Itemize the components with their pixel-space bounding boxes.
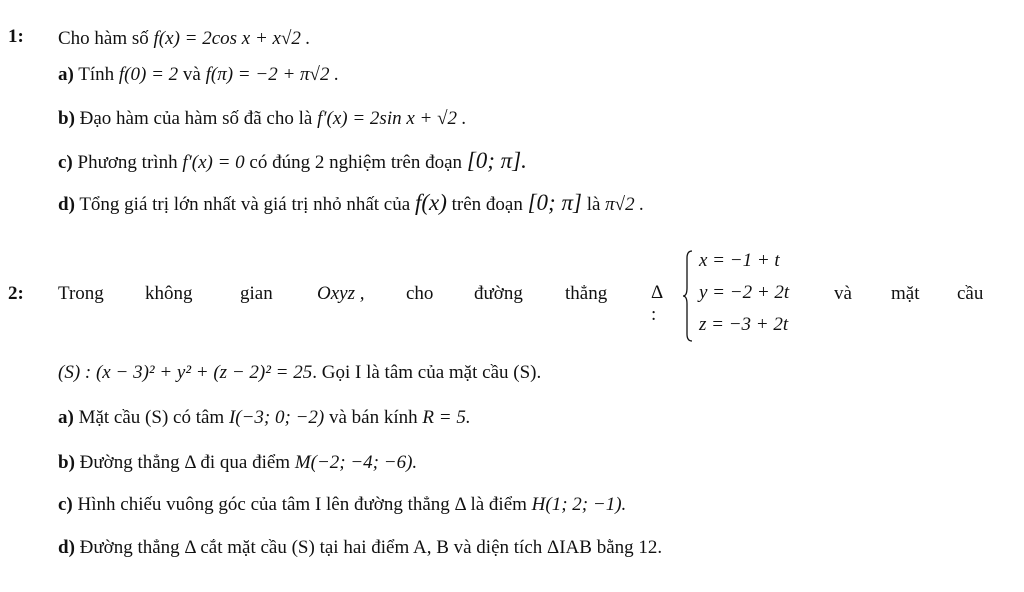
q1-statement-c bbox=[58, 148, 527, 176]
q2-c-text: Hình chiếu vuông góc của tâm I lên đường thẳng Δ là điểm bbox=[77, 494, 527, 515]
q2-b-math: M(−2; −4; −6). bbox=[294, 452, 418, 473]
sphere-equation: (S) : (x − 3)² + y² + (z − 2)² = 25 bbox=[58, 362, 313, 383]
question-1-stem bbox=[58, 26, 310, 52]
q1-c-math1: f′(x) = 0 bbox=[182, 152, 245, 173]
q2-word-thang: thẳng bbox=[565, 283, 608, 304]
q1-a-text1: Tính bbox=[78, 64, 115, 85]
q1-a-math2: f(π) = −2 + π√2 . bbox=[205, 64, 339, 85]
q1-statement-d bbox=[58, 190, 644, 218]
q1-d-text1: Tổng giá trị lớn nhất và giá trị nhỏ nhất của bbox=[79, 194, 411, 215]
q1-c-math2: [0; π]. bbox=[466, 148, 527, 173]
q2-statement-c bbox=[58, 492, 626, 518]
q2-c-math: H(1; 2; −1). bbox=[531, 494, 627, 515]
q2-word-va: và bbox=[834, 283, 852, 304]
q1-d-math1: f(x) bbox=[414, 190, 447, 215]
q2-word-gian: gian bbox=[240, 283, 273, 304]
q2-b-label: b) bbox=[58, 452, 75, 473]
q1-statement-b bbox=[58, 106, 467, 132]
q1-d-math2: [0; π] bbox=[527, 190, 582, 215]
q1-d-text3: là bbox=[586, 194, 601, 215]
q1-a-text2: và bbox=[182, 64, 201, 85]
equation-x: x = −1 + t bbox=[699, 250, 780, 271]
q2-word-khong: không bbox=[145, 283, 193, 304]
q1-c-label: c) bbox=[58, 152, 73, 173]
q1-b-label: b) bbox=[58, 108, 75, 129]
q1-function-formula: f(x) = 2cos x + x√2 . bbox=[153, 28, 311, 49]
q1-a-math1: f(0) = 2 bbox=[118, 64, 179, 85]
q2-word-trong: Trong bbox=[58, 283, 104, 304]
q1-b-text: Đạo hàm của hàm số đã cho là bbox=[79, 108, 313, 129]
delta-label: Δ : bbox=[651, 282, 663, 325]
q1-d-text2: trên đoạn bbox=[451, 194, 523, 215]
q2-statement-a bbox=[58, 405, 471, 431]
q2-word-mat: mặt bbox=[891, 283, 920, 304]
q2-a-text2: và bán kính bbox=[328, 407, 418, 428]
q1-intro-text: Cho hàm số bbox=[58, 28, 149, 49]
q2-d-text: Đường thẳng Δ cắt mặt cầu (S) tại hai điểm A, B và diện tích ΔIAB bằng 12. bbox=[79, 537, 663, 558]
equation-z: z = −3 + 2t bbox=[699, 314, 789, 335]
q1-d-math3: π√2 . bbox=[605, 194, 645, 215]
q2-a-math: I(−3; 0; −2) bbox=[228, 407, 325, 428]
q2-b-text: Đường thẳng Δ đi qua điểm bbox=[79, 452, 291, 473]
q2-word-duong: đường bbox=[474, 283, 523, 304]
sphere-text: . Gọi I là tâm của mặt cầu (S). bbox=[312, 362, 542, 383]
q1-b-math: f′(x) = 2sin x + √2 . bbox=[317, 108, 467, 129]
q2-a-text1: Mặt cầu (S) có tâm bbox=[78, 407, 225, 428]
left-brace-icon bbox=[683, 250, 693, 342]
q1-a-label: a) bbox=[58, 64, 74, 85]
q2-sphere-definition bbox=[58, 360, 541, 386]
q1-statement-a bbox=[58, 62, 339, 88]
q2-word-cau: cầu bbox=[957, 283, 984, 304]
equation-y: y = −2 + 2t bbox=[699, 282, 790, 303]
question-1-number: 1: bbox=[8, 26, 24, 47]
q1-d-label: d) bbox=[58, 194, 75, 215]
q2-a-math2: R = 5. bbox=[422, 407, 471, 428]
q2-statement-d bbox=[58, 535, 662, 561]
q2-word-cho: cho bbox=[406, 283, 434, 304]
q2-a-label: a) bbox=[58, 407, 74, 428]
q2-d-label: d) bbox=[58, 537, 75, 558]
q1-c-text2: có đúng 2 nghiệm trên đoạn bbox=[249, 152, 463, 173]
q2-statement-b bbox=[58, 450, 417, 476]
question-2-number: 2: bbox=[8, 283, 24, 304]
q2-c-label: c) bbox=[58, 494, 73, 515]
q1-c-text1: Phương trình bbox=[77, 152, 178, 173]
q2-word-oxyz: Oxyz , bbox=[317, 283, 365, 304]
